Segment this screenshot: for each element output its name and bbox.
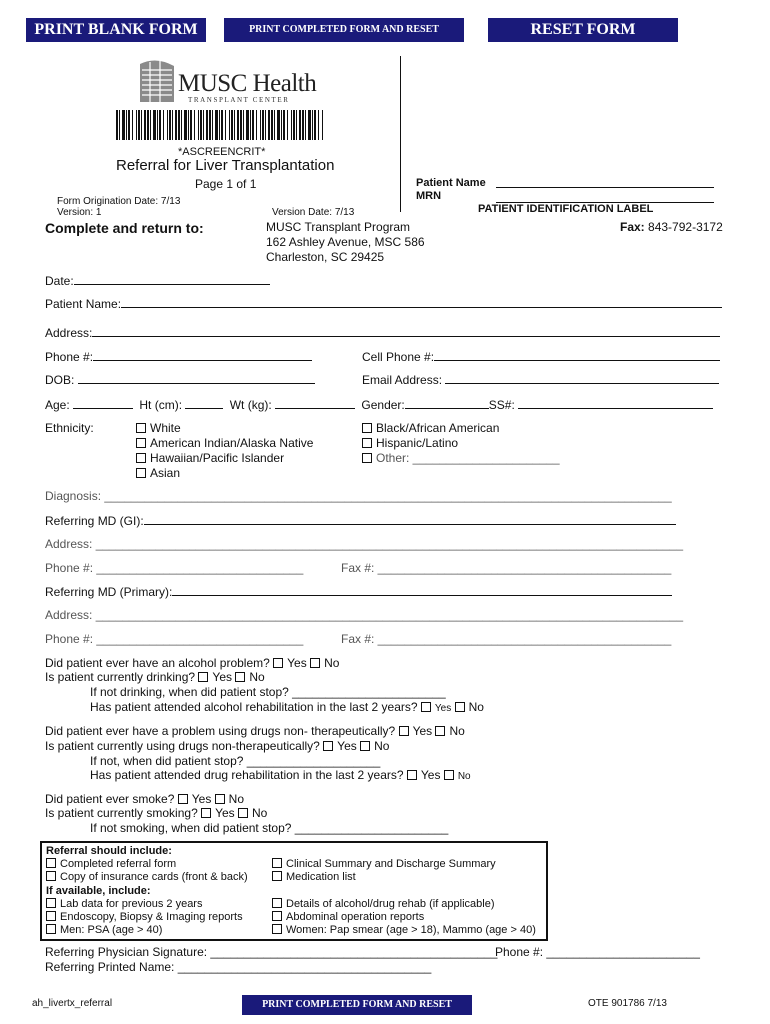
- barcode-bar: [322, 110, 323, 140]
- logo-name: MUSC Health: [178, 70, 317, 97]
- yes-label: Yes: [412, 724, 433, 738]
- yes-checkbox[interactable]: [178, 794, 188, 804]
- barcode-bar: [221, 110, 223, 140]
- referring-md-primary-label: Referring MD (Primary):: [45, 585, 173, 599]
- ethnicity-option-label: Black/African American: [376, 421, 500, 435]
- no-label: No: [252, 806, 268, 820]
- barcode-bar: [225, 110, 226, 140]
- ethnicity-option-label: American Indian/Alaska Native: [150, 436, 314, 450]
- question-text: Is patient currently smoking?: [45, 806, 198, 820]
- ethnicity-checkbox[interactable]: [362, 438, 372, 448]
- referring-md-primary-row: [45, 584, 672, 599]
- checklist-checkbox[interactable]: [272, 898, 282, 908]
- barcode: [116, 110, 326, 140]
- barcode-bar: [291, 110, 292, 140]
- barcode-bar: [150, 110, 151, 140]
- yes-label: Yes: [215, 806, 235, 820]
- ht-label: Ht (cm):: [139, 398, 183, 412]
- dob-field[interactable]: [78, 372, 315, 384]
- barcode-bar: [119, 110, 120, 140]
- reset-form-button[interactable]: RESET FORM: [488, 18, 678, 42]
- email-row: [362, 372, 719, 387]
- barcode-bar: [215, 110, 218, 140]
- barcode-bar: [281, 110, 282, 140]
- footer-revision: OTE 901786 7/13: [588, 998, 667, 1009]
- checklist-item[interactable]: [46, 871, 248, 884]
- date-field[interactable]: [74, 273, 270, 285]
- checklist-item-label: Abdominal operation reports: [286, 911, 425, 923]
- no-label: No: [468, 700, 484, 714]
- barcode-bar: [219, 110, 220, 140]
- barcode-bar: [234, 110, 235, 140]
- address-label: Address:: [45, 326, 93, 340]
- checklist-optional-right: [272, 898, 536, 937]
- barcode-bar: [157, 110, 158, 140]
- no-checkbox[interactable]: [235, 672, 245, 682]
- referring-md-primary-field[interactable]: [172, 584, 672, 596]
- no-label: No: [457, 771, 471, 782]
- no-checkbox[interactable]: [444, 770, 454, 780]
- barcode-bar: [126, 110, 127, 140]
- musc-building-icon: [136, 56, 178, 104]
- drug-question-2: [45, 739, 389, 753]
- no-checkbox[interactable]: [455, 702, 465, 712]
- cell-phone-field[interactable]: [434, 349, 720, 361]
- no-label: No: [324, 656, 340, 670]
- checklist-checkbox[interactable]: [272, 858, 282, 868]
- ethnicity-option[interactable]: [362, 436, 560, 451]
- barcode-bar: [163, 110, 164, 140]
- version-date: Version Date: 7/13: [272, 207, 355, 218]
- age-field[interactable]: [73, 397, 133, 409]
- ethnicity-checkbox[interactable]: [136, 423, 146, 433]
- phone-field[interactable]: [93, 349, 312, 361]
- footer-form-id: ah_livertx_referral: [32, 998, 113, 1009]
- address-field[interactable]: [92, 325, 720, 337]
- gender-label: Gender:: [361, 398, 405, 412]
- dob-label: DOB:: [45, 373, 75, 387]
- ethnicity-checkbox[interactable]: [136, 468, 146, 478]
- checklist-item-label: Lab data for previous 2 years: [60, 898, 203, 910]
- referring-md-gi-field[interactable]: [144, 513, 676, 525]
- ethnicity-checkbox[interactable]: [362, 423, 372, 433]
- ht-field[interactable]: [185, 397, 223, 409]
- patient-name-field-label: Patient Name:: [45, 297, 122, 311]
- barcode-bar: [243, 110, 244, 140]
- ethnicity-option[interactable]: [362, 451, 560, 466]
- barcode-bar: [271, 110, 273, 140]
- checklist-item-label: Completed referral form: [60, 858, 177, 870]
- smoke-question-2: [45, 806, 267, 820]
- no-label: No: [449, 724, 465, 738]
- origination-date: Form Origination Date: 7/13: [57, 196, 181, 207]
- no-checkbox[interactable]: [215, 794, 225, 804]
- barcode-bar: [260, 110, 261, 140]
- referring-md-gi-label: Referring MD (GI):: [45, 514, 144, 528]
- no-label: No: [374, 739, 390, 753]
- ethnicity-option[interactable]: [136, 451, 313, 466]
- barcode-bar: [240, 110, 242, 140]
- primary-fax-field[interactable]: Fax #: ____________________________________________: [341, 632, 672, 646]
- wt-label: Wt (kg):: [229, 398, 272, 412]
- checklist-item-label: Men: PSA (age > 40): [60, 924, 163, 936]
- fax-info: [620, 220, 723, 234]
- question-text: Has patient attended alcohol rehabilitation in the last 2 years?: [90, 700, 418, 714]
- signature-phone-field[interactable]: Phone #: _______________________: [495, 945, 700, 959]
- barcode-bar: [122, 110, 125, 140]
- barcode-bar: [283, 110, 285, 140]
- gi-address-field[interactable]: Address: ________________________________________________________________________________________: [45, 537, 683, 551]
- barcode-bar: [136, 110, 137, 140]
- barcode-bar: [116, 110, 118, 140]
- footer-print-completed-button[interactable]: PRINT COMPLETED FORM AND RESET: [242, 995, 472, 1015]
- checklist-item-label: Details of alcohol/drug rehab (if applicable): [286, 898, 495, 910]
- ethnicity-right-list: [362, 421, 560, 466]
- logo-subtitle: TRANSPLANT CENTER: [188, 96, 290, 104]
- barcode-bar: [212, 110, 213, 140]
- barcode-bar: [252, 110, 254, 140]
- mrn-label: MRN: [416, 190, 442, 202]
- fax-label: Fax:: [620, 220, 645, 234]
- primary-phone-field[interactable]: Phone #: _______________________________: [45, 632, 304, 646]
- barcode-bar: [237, 110, 239, 140]
- dob-row: [45, 372, 315, 387]
- checklist-item[interactable]: [272, 858, 496, 871]
- ethnicity-checkbox[interactable]: [362, 453, 372, 463]
- yes-label: Yes: [212, 670, 232, 684]
- barcode-bar: [299, 110, 301, 140]
- cell-phone-row: [362, 349, 720, 364]
- patient-name-label: Patient Name: [416, 177, 486, 189]
- checklist-item[interactable]: [272, 898, 536, 911]
- wt-field[interactable]: [275, 397, 355, 409]
- question-text: Is patient currently drinking?: [45, 670, 196, 684]
- vitals-row: [45, 397, 713, 412]
- patient-name-field[interactable]: [121, 296, 722, 308]
- checklist-checkbox[interactable]: [46, 924, 56, 934]
- alcohol-question-2: [45, 670, 265, 684]
- email-label: Email Address:: [362, 373, 443, 387]
- ss-field[interactable]: [518, 397, 713, 409]
- date-row: [45, 273, 270, 288]
- no-checkbox[interactable]: [310, 658, 320, 668]
- checklist-item[interactable]: [46, 898, 243, 911]
- checklist-checkbox[interactable]: [46, 858, 56, 868]
- ethnicity-option-label: Other: ______________________: [376, 451, 560, 465]
- checklist-checkbox[interactable]: [272, 911, 282, 921]
- barcode-bar: [147, 110, 149, 140]
- alcohol-question-1: [45, 656, 339, 670]
- barcode-bar: [250, 110, 251, 140]
- cell-phone-label: Cell Phone #:: [362, 350, 435, 364]
- checklist-heading-optional: If available, include:: [46, 885, 151, 897]
- physician-signature-field[interactable]: Referring Physician Signature: ___________________________________________: [45, 945, 498, 959]
- ethnicity-option-label: Hispanic/Latino: [376, 436, 459, 450]
- barcode-bar: [314, 110, 316, 140]
- barcode-bar: [274, 110, 275, 140]
- drug-question-3[interactable]: If not, when did patient stop? ____________________: [90, 754, 381, 768]
- gi-fax-field[interactable]: Fax #: ____________________________________________: [341, 561, 672, 575]
- ethnicity-option-label: White: [150, 421, 181, 435]
- barcode-bar: [287, 110, 288, 140]
- barcode-bar: [184, 110, 187, 140]
- question-text: Is patient currently using drugs non-therapeutically?: [45, 739, 320, 753]
- page-info: Page 1 of 1: [195, 177, 257, 191]
- barcode-bar: [159, 110, 161, 140]
- barcode-bar: [262, 110, 264, 140]
- barcode-bar: [296, 110, 297, 140]
- yes-label: Yes: [337, 739, 357, 753]
- barcode-bar: [229, 110, 230, 140]
- question-text: Did patient ever have a problem using drugs non- therapeutically?: [45, 724, 396, 738]
- yes-checkbox[interactable]: [323, 741, 333, 751]
- checklist-checkbox[interactable]: [46, 911, 56, 921]
- no-label: No: [249, 670, 265, 684]
- patient-name-row: [45, 296, 722, 311]
- checklist-item[interactable]: [46, 858, 248, 871]
- barcode-bar: [293, 110, 295, 140]
- alcohol-question-4: [90, 700, 484, 714]
- ethnicity-option[interactable]: [136, 466, 313, 481]
- ethnicity-option-label: Asian: [150, 466, 181, 480]
- question-text: Did patient ever have an alcohol problem?: [45, 656, 270, 670]
- barcode-bar: [169, 110, 171, 140]
- checklist-heading-required: Referral should include:: [46, 845, 172, 857]
- barcode-bar: [318, 110, 319, 140]
- barcode-bar: [128, 110, 130, 140]
- gi-phone-field[interactable]: Phone #: _______________________________: [45, 561, 304, 575]
- ethnicity-checkbox[interactable]: [136, 438, 146, 448]
- alcohol-question-3[interactable]: If not drinking, when did patient stop? _______________________: [90, 685, 446, 699]
- form-title: Referral for Liver Transplantation: [116, 157, 335, 174]
- barcode-bar: [265, 110, 266, 140]
- checklist-item-label: Medication list: [286, 871, 356, 883]
- address-row: [45, 325, 720, 340]
- printed-name-field[interactable]: Referring Printed Name: ______________________________________: [45, 960, 432, 974]
- yes-checkbox[interactable]: [198, 672, 208, 682]
- question-text: Has patient attended drug rehabilitation in the last 2 years?: [90, 768, 404, 782]
- barcode-bar: [200, 110, 202, 140]
- barcode-bar: [178, 110, 180, 140]
- checklist-checkbox[interactable]: [272, 924, 282, 934]
- checklist-required-right: [272, 858, 496, 884]
- drug-question-1: [45, 724, 465, 738]
- phone-label: Phone #:: [45, 350, 94, 364]
- checklist-checkbox[interactable]: [46, 898, 56, 908]
- smoke-question-1: [45, 792, 244, 806]
- print-completed-form-button[interactable]: PRINT COMPLETED FORM AND RESET: [224, 18, 464, 42]
- yes-checkbox[interactable]: [399, 726, 409, 736]
- barcode-bar: [268, 110, 270, 140]
- age-label: Age:: [45, 398, 70, 412]
- yes-label: Yes: [434, 703, 452, 714]
- return-address-3: Charleston, SC 29425: [266, 250, 385, 264]
- drug-question-4: [90, 768, 471, 782]
- ethnicity-option[interactable]: [136, 421, 313, 436]
- ethnicity-option-label: Hawaiian/Pacific Islander: [150, 451, 285, 465]
- return-address-1: MUSC Transplant Program: [266, 220, 411, 234]
- barcode-text: *ASCREENCRIT*: [178, 146, 266, 158]
- smoke-question-3[interactable]: If not smoking, when did patient stop? _______________________: [90, 821, 449, 835]
- email-field[interactable]: [445, 372, 719, 384]
- ethnicity-checkbox[interactable]: [136, 453, 146, 463]
- checklist-item-label: Copy of insurance cards (front & back): [60, 871, 248, 883]
- version-left: Version: 1: [57, 207, 102, 218]
- no-checkbox[interactable]: [360, 741, 370, 751]
- diagnosis-field[interactable]: Diagnosis: _____________________________________________________________________________________: [45, 489, 672, 503]
- barcode-bar: [231, 110, 233, 140]
- checklist-optional-left: [46, 898, 243, 937]
- question-text: Did patient ever smoke?: [45, 792, 175, 806]
- ethnicity-option[interactable]: [136, 436, 313, 451]
- barcode-bar: [198, 110, 199, 140]
- barcode-bar: [256, 110, 257, 140]
- barcode-bar: [312, 110, 313, 140]
- barcode-bar: [206, 110, 208, 140]
- no-checkbox[interactable]: [238, 808, 248, 818]
- barcode-bar: [141, 110, 142, 140]
- ethnicity-left-list: [136, 421, 313, 481]
- barcode-bar: [305, 110, 306, 140]
- checklist-required-left: [46, 858, 248, 884]
- no-label: No: [228, 792, 245, 806]
- header-divider: [400, 56, 401, 212]
- barcode-bar: [138, 110, 140, 140]
- checklist-item[interactable]: [272, 871, 496, 884]
- complete-return-heading: Complete and return to:: [45, 220, 204, 236]
- barcode-bar: [188, 110, 189, 140]
- barcode-bar: [277, 110, 280, 140]
- checklist-item-label: Endoscopy, Biopsy & Imaging reports: [60, 911, 243, 923]
- barcode-bar: [172, 110, 173, 140]
- checklist-item[interactable]: [272, 911, 536, 924]
- yes-checkbox[interactable]: [407, 770, 417, 780]
- barcode-bar: [167, 110, 168, 140]
- ss-label: SS#:: [488, 398, 515, 412]
- yes-label: Yes: [191, 792, 212, 806]
- yes-checkbox[interactable]: [201, 808, 211, 818]
- barcode-bar: [194, 110, 195, 140]
- checklist-checkbox[interactable]: [272, 871, 282, 881]
- barcode-bar: [308, 110, 311, 140]
- checklist-item[interactable]: [46, 924, 243, 937]
- checklist-item[interactable]: [272, 924, 536, 937]
- print-blank-form-button[interactable]: PRINT BLANK FORM: [26, 18, 206, 42]
- barcode-bar: [203, 110, 204, 140]
- yes-label: Yes: [420, 768, 441, 782]
- barcode-bar: [132, 110, 133, 140]
- date-label: Date:: [45, 274, 74, 288]
- return-address-2: 162 Ashley Avenue, MSC 586: [266, 235, 425, 249]
- barcode-bar: [144, 110, 146, 140]
- checklist-item-label: Women: Pap smear (age > 18), Mammo (age > 40): [286, 924, 536, 936]
- yes-checkbox[interactable]: [273, 658, 283, 668]
- phone-row: [45, 349, 312, 364]
- checklist-item[interactable]: [46, 911, 243, 924]
- gender-field[interactable]: [405, 397, 489, 409]
- checklist-item-label: Clinical Summary and Discharge Summary: [286, 858, 496, 870]
- ethnicity-label: Ethnicity:: [45, 421, 94, 435]
- yes-label: Yes: [287, 656, 307, 670]
- barcode-bar: [209, 110, 211, 140]
- barcode-bar: [153, 110, 156, 140]
- barcode-bar: [175, 110, 177, 140]
- fax-number: 843-792-3172: [648, 220, 723, 234]
- barcode-bar: [181, 110, 182, 140]
- yes-checkbox[interactable]: [421, 702, 431, 712]
- patient-id-label: PATIENT IDENTIFICATION LABEL: [478, 203, 654, 215]
- checklist-checkbox[interactable]: [46, 871, 56, 881]
- primary-address-field[interactable]: Address: ________________________________________________________________________________________: [45, 608, 683, 622]
- patient-name-line[interactable]: [496, 187, 714, 188]
- referring-md-gi-row: [45, 513, 676, 528]
- barcode-bar: [246, 110, 249, 140]
- ethnicity-option[interactable]: [362, 421, 560, 436]
- barcode-bar: [190, 110, 192, 140]
- barcode-bar: [302, 110, 304, 140]
- no-checkbox[interactable]: [435, 726, 445, 736]
